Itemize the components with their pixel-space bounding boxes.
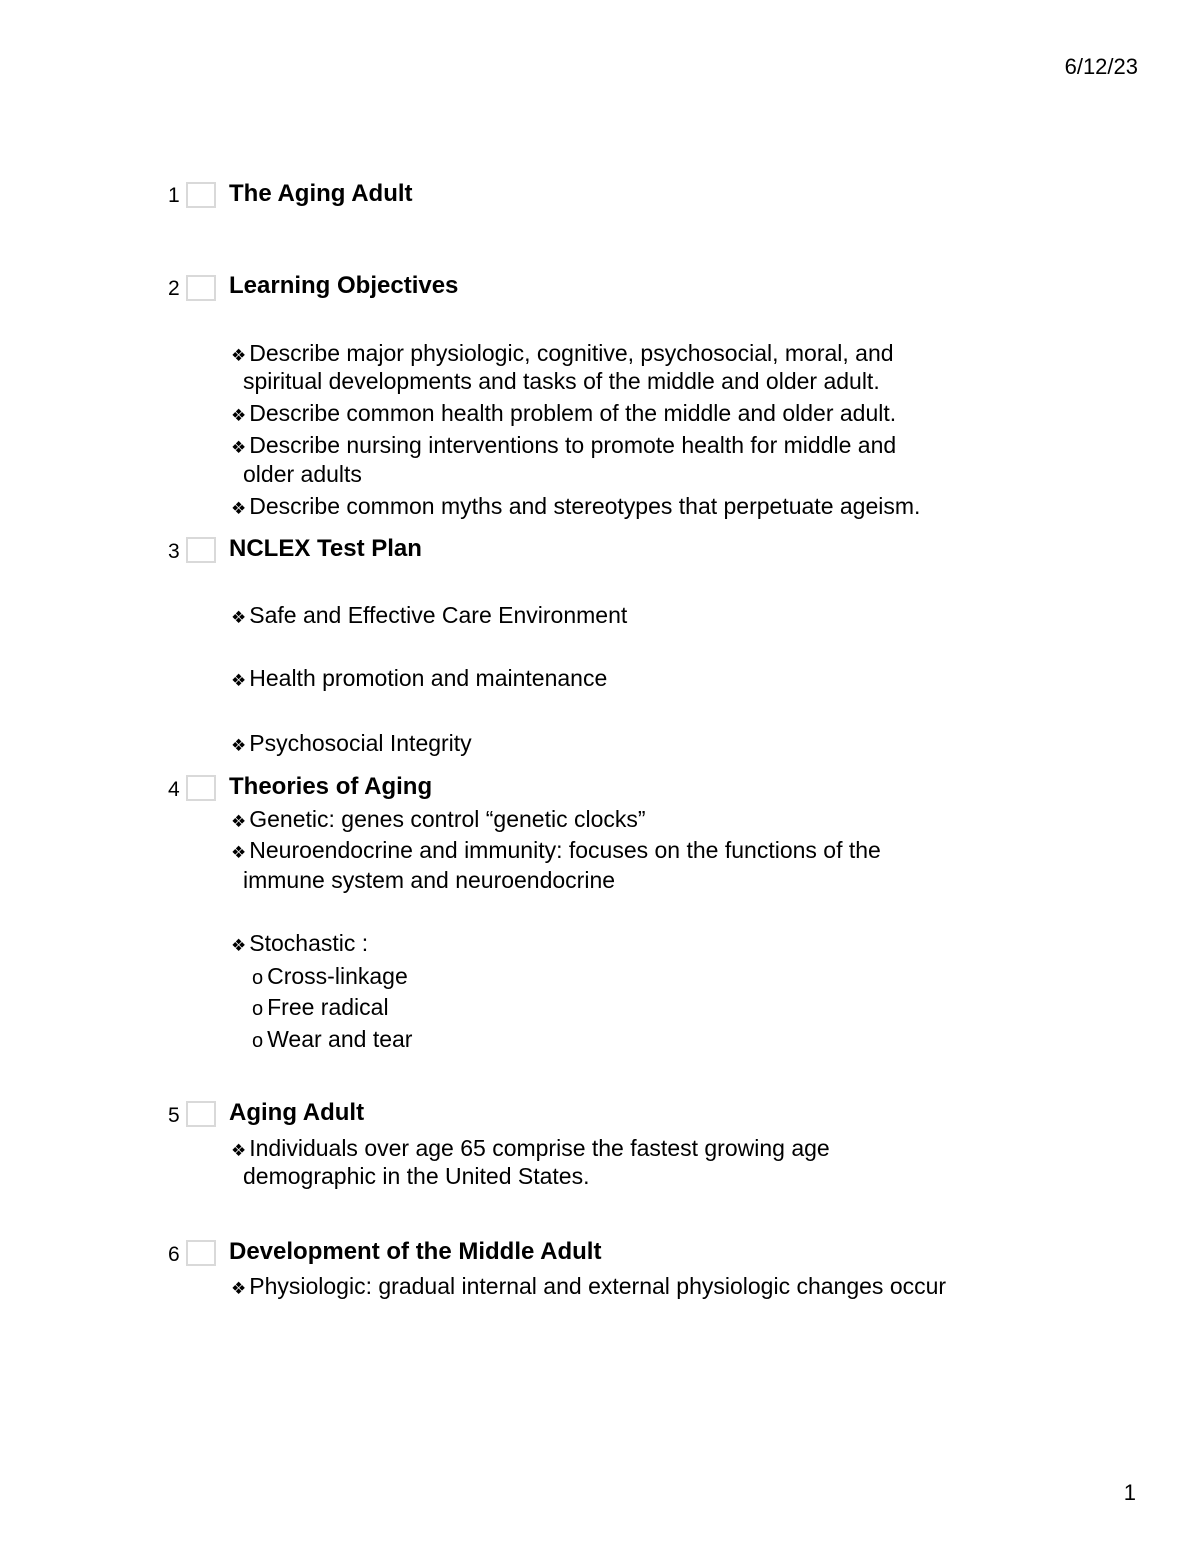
- slide-number: 6: [168, 1243, 180, 1266]
- bullet-continuation: demographic in the United States.: [243, 1163, 590, 1189]
- bullet-continuation: immune system and neuroendocrine: [243, 867, 616, 893]
- bullet-continuation: older adults: [243, 461, 362, 487]
- sub-bullet-item: o Free radical: [252, 994, 389, 1020]
- print-date: 6/12/23: [1064, 54, 1138, 79]
- bullet-item: ❖ Describe common health problem of the middle and older adult.: [231, 400, 897, 426]
- bullet-item: ❖ Describe major physiologic, cognitive, psychosocial, moral, and: [231, 340, 894, 366]
- bullet-item: ❖ Describe nursing interventions to promote health for middle and: [231, 432, 897, 458]
- bullet-item: ❖ Physiologic: gradual internal and external physiologic changes occur: [231, 1273, 947, 1299]
- diamond-bullet-icon: ❖: [231, 608, 247, 628]
- slide-title: Learning Objectives: [229, 272, 459, 299]
- slide-thumbnail-box: [186, 775, 216, 801]
- bullet-item: ❖ Stochastic :: [231, 930, 369, 956]
- slide-title: Theories of Aging: [229, 773, 433, 800]
- slide-number: 4: [168, 778, 180, 801]
- bullet-item: ❖ Neuroendocrine and immunity: focuses on the functions of the: [231, 837, 881, 863]
- slide-number: 1: [168, 184, 180, 207]
- page-number: 1: [1123, 1480, 1136, 1505]
- diamond-bullet-icon: ❖: [231, 406, 247, 426]
- diamond-bullet-icon: ❖: [231, 736, 247, 756]
- bullet-item: ❖ Describe common myths and stereotypes that perpetuate ageism.: [231, 493, 921, 519]
- sub-bullet-item: o Wear and tear: [252, 1026, 413, 1052]
- slide-thumbnail-box: [186, 537, 216, 563]
- slide-number: 5: [168, 1104, 180, 1127]
- slide-thumbnail-box: [186, 182, 216, 208]
- slide-title: Development of the Middle Adult: [229, 1238, 602, 1265]
- diamond-bullet-icon: ❖: [231, 499, 247, 519]
- slide-title: The Aging Adult: [229, 180, 413, 207]
- diamond-bullet-icon: ❖: [231, 812, 247, 832]
- bullet-item: ❖ Health promotion and maintenance: [231, 665, 608, 691]
- diamond-bullet-icon: ❖: [231, 1141, 247, 1161]
- slide-number: 3: [168, 540, 180, 563]
- slide-title: NCLEX Test Plan: [229, 535, 422, 562]
- bullet-item: ❖ Safe and Effective Care Environment: [231, 602, 628, 628]
- bullet-item: ❖ Psychosocial Integrity: [231, 730, 472, 756]
- diamond-bullet-icon: ❖: [231, 1279, 247, 1299]
- sub-bullet-item: o Cross-linkage: [252, 963, 408, 989]
- diamond-bullet-icon: ❖: [231, 346, 247, 366]
- bullet-item: ❖ Individuals over age 65 comprise the fastest growing age: [231, 1135, 830, 1161]
- diamond-bullet-icon: ❖: [231, 936, 247, 956]
- slide-thumbnail-box: [186, 1101, 216, 1127]
- slide-thumbnail-box: [186, 1240, 216, 1266]
- slide-thumbnail-box: [186, 275, 216, 301]
- slide-number: 2: [168, 277, 180, 300]
- bullet-continuation: spiritual developments and tasks of the middle and older adult.: [243, 368, 880, 394]
- diamond-bullet-icon: ❖: [231, 438, 247, 458]
- diamond-bullet-icon: ❖: [231, 843, 247, 863]
- bullet-item: ❖ Genetic: genes control “genetic clocks”: [231, 806, 646, 832]
- slide-title: Aging Adult: [229, 1099, 365, 1126]
- diamond-bullet-icon: ❖: [231, 671, 247, 691]
